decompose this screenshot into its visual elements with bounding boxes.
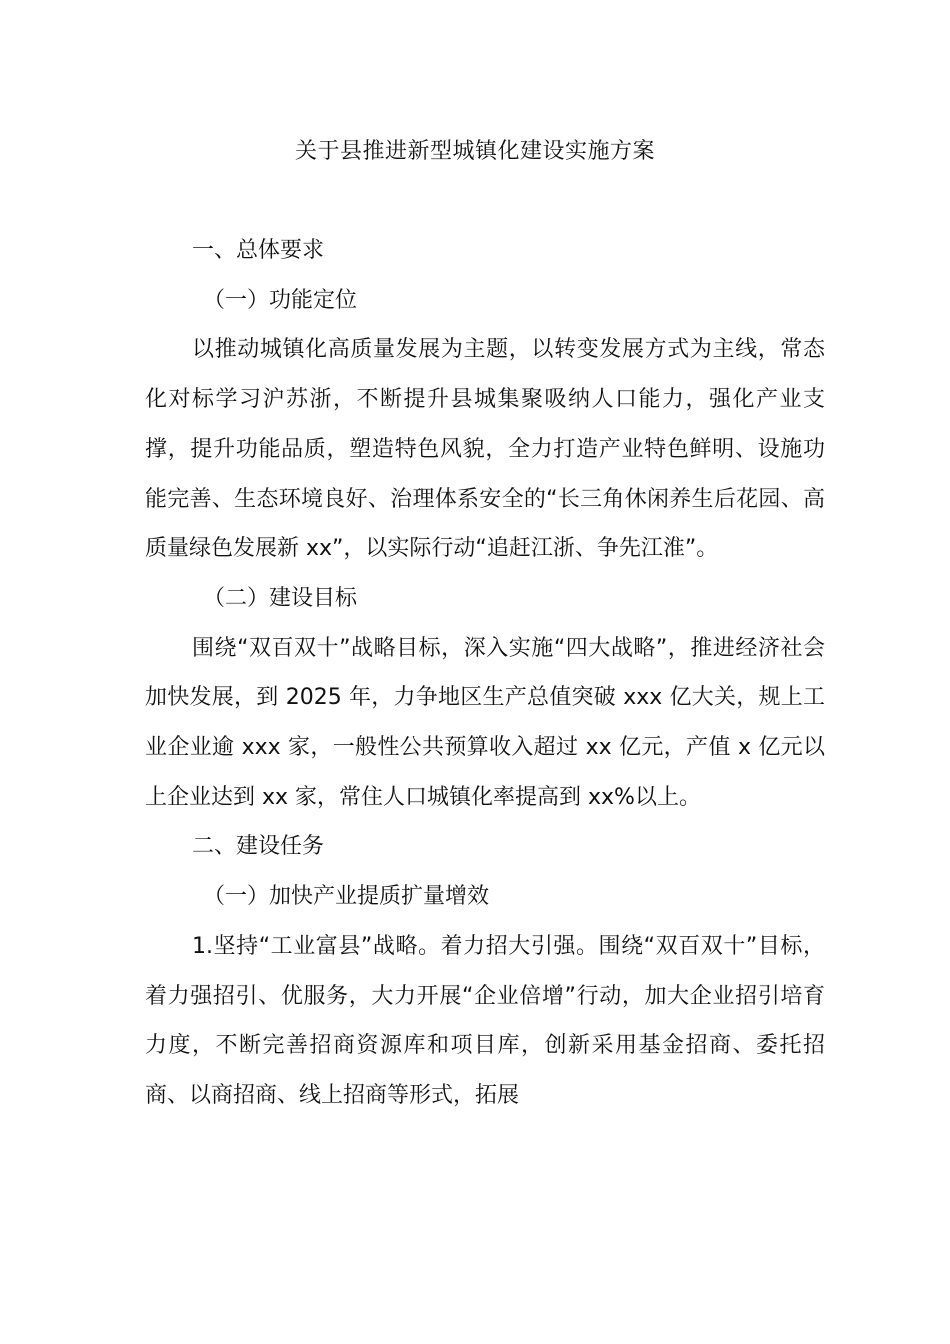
paragraph: 围绕“双百双十”战略目标，深入实施“四大战略”，推进经济社会加快发展，到 2025 年，力争地区生产总值突破 xxx 亿大关，规上工业企业逾 xxx 家，一般性公共预算收入超过 xx 亿元，产值 x 亿元以上企业达到 xx 家，常住人口城镇化率提高到 xx%以上。 [145,635,825,810]
subsection-heading: （一）功能定位 [203,287,358,313]
section-heading: 二、建设任务 [192,834,325,860]
subsection-heading: （二）建设目标 [203,585,358,611]
section-heading: 一、总体要求 [192,238,325,263]
document-body [145,226,825,1121]
document-title: 关于县推进新型城镇化建设实施方案 [294,139,655,164]
paragraph: 以推动城镇化高质量发展为主题，以转变发展方式为主线，常态化对标学习沪苏浙，不断提升县城集聚吸纳人口能力，强化产业支撑，提升功能品质，塑造特色风貌，全力打造产业特色鲜明、设施功能完善、生态环境良好、治理体系安全的“长三角休闲养生后花园、高质量绿色发展新 xx”，以实际行动“追赶江浙、争先江淮”。 [145,337,825,562]
paragraph: 1.坚持“工业富县”战略。着力招大引强。围绕“双百双十”目标，着力强招引、优服务，大力开展“企业倍增”行动，加大企业招引培育力度，不断完善招商资源库和项目库，创新采用基金招商、委托招商、以商招商、线上招商等形式，拓展 [145,933,825,1108]
subsection-heading: （一）加快产业提质扩量增效 [203,884,490,910]
